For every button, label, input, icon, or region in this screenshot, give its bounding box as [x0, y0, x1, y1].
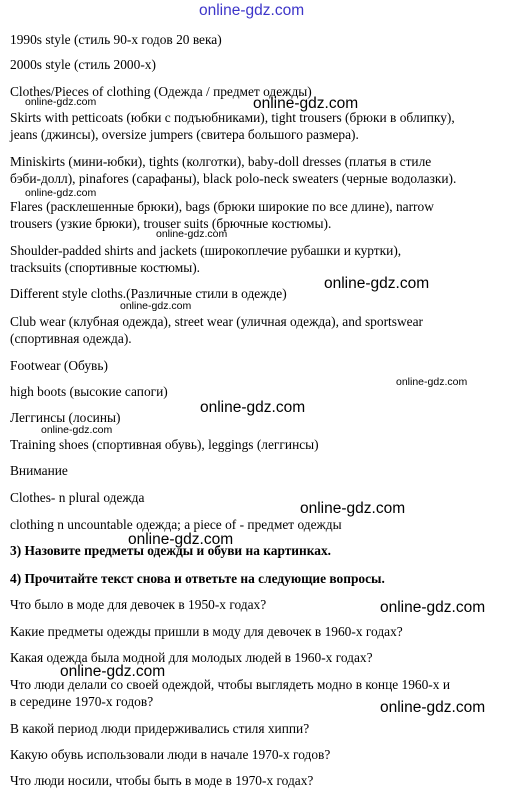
question-4-line-2: в середине 1970-х годов? [10, 694, 154, 709]
watermark-small: online-gdz.com [156, 228, 228, 240]
question-2: Какие предметы одежды пришли в моду для девочек в 1960-х годах? [10, 624, 403, 639]
line-sportswear: (спортивная одежда). [10, 331, 132, 346]
watermark-small: online-gdz.com [120, 300, 192, 312]
watermark-large: online-gdz.com [128, 531, 234, 548]
question-3: Какая одежда была модной для молодых людей в 1960-х годах? [10, 650, 373, 665]
watermark-small: online-gdz.com [41, 424, 113, 436]
line-clothing-uncountable: clothing n uncountable одежда; a piece of - предмет одежды [10, 517, 342, 532]
line-narrow-trousers: trousers (узкие брюки), trouser suits (брючные костюмы). [10, 216, 332, 231]
line-footwear: Footwear (Обувь) [10, 358, 108, 373]
line-jeans: jeans (джинсы), oversize jumpers (свитера большого размера). [10, 127, 359, 142]
line-babydoll: бэби-долл), pinafores (сарафаны), black polo-neck sweaters (черные водолазки). [10, 171, 457, 186]
line-high-boots: high boots (высокие сапоги) [10, 384, 168, 399]
question-6: Какую обувь использовали люди в начале 1970-х годов? [10, 747, 331, 762]
question-1: Что было в моде для девочек в 1950-х годах? [10, 597, 267, 612]
question-4-line-1: Что люди делали со своей одеждой, чтобы выглядеть модно в конце 1960-х и [10, 677, 450, 692]
watermark-large: online-gdz.com [324, 275, 430, 292]
line-tracksuits: tracksuits (спортивные костюмы). [10, 260, 200, 275]
line-shoulder-padded: Shoulder-padded shirts and jackets (широкоплечие рубашки и куртки), [10, 243, 402, 258]
line-clothes-heading: Clothes/Pieces of clothing (Одежда / предмет одежды) [10, 84, 312, 99]
line-attention: Внимание [10, 463, 68, 478]
line-miniskirts: Miniskirts (мини-юбки), tights (колготки), baby-doll dresses (платья в стиле [10, 154, 432, 169]
task-3-heading: 3) Назовите предметы одежды и обуви на картинках. [10, 543, 331, 558]
line-clothes-plural: Clothes- n plural одежда [10, 490, 145, 505]
line-2000s-style: 2000s style (стиль 2000-х) [10, 57, 156, 72]
line-club-wear: Club wear (клубная одежда), street wear (уличная одежда), and sportswear [10, 314, 423, 329]
line-skirts: Skirts with petticoats (юбки с подъюбниками), tight trousers (брюки в облипку), [10, 110, 455, 125]
watermark-small: online-gdz.com [25, 187, 97, 199]
watermark-large: online-gdz.com [380, 699, 486, 716]
line-different-styles: Different style cloths.(Различные стили в одежде) [10, 286, 287, 301]
watermark-small: online-gdz.com [25, 96, 97, 108]
line-leggings-ru: Леггинсы (лосины) [10, 410, 121, 425]
line-flares: Flares (расклешенные брюки), bags (брюки широкие по все длине), narrow [10, 199, 434, 214]
watermark-large: online-gdz.com [60, 663, 166, 680]
question-5: В какой период люди придерживались стиля хиппи? [10, 721, 310, 736]
watermark-top: online-gdz.com [199, 2, 305, 19]
question-7: Что люди носили, чтобы быть в моде в 1970-х годах? [10, 773, 314, 788]
line-training-shoes: Training shoes (спортивная обувь), leggings (леггинсы) [10, 437, 319, 452]
watermark-large: online-gdz.com [200, 399, 306, 416]
task-4-heading: 4) Прочитайте текст снова и ответьте на следующие вопросы. [10, 571, 385, 586]
watermark-large: online-gdz.com [253, 95, 359, 112]
line-1990s-style: 1990s style (стиль 90-х годов 20 века) [10, 32, 222, 47]
watermark-large: online-gdz.com [300, 500, 406, 517]
watermark-large: online-gdz.com [380, 599, 486, 616]
watermark-small: online-gdz.com [396, 376, 468, 388]
